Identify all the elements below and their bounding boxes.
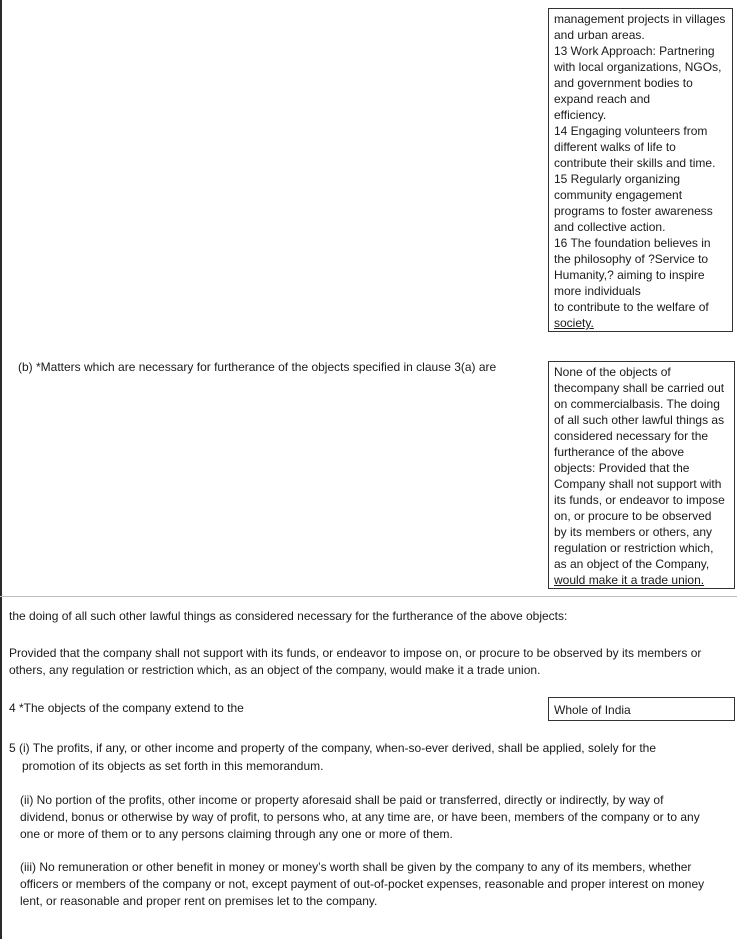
- box-text-line: furtherance of the above: [554, 445, 685, 459]
- clause-5-iii-line-1: (iii) No remuneration or other benefit in money or money’s worth shall be given by the company to any of its members, whether: [20, 860, 692, 874]
- box-text-line: society.: [554, 316, 594, 330]
- box-text-line: and urban areas.: [554, 28, 645, 42]
- box-text-line: on commercialbasis. The doing: [554, 397, 720, 411]
- clause-5-ii-line-3: one or more of them or to any persons claiming through any one or more of them.: [20, 827, 453, 841]
- lawful-things-paragraph: the doing of all such other lawful things as considered necessary for the furtherance of the above objects:: [9, 609, 568, 623]
- box-text-line: expand reach and: [554, 92, 651, 106]
- clause-4-label: 4 *The objects of the company extend to the: [9, 701, 244, 715]
- clause-5-ii-line-1: (ii) No portion of the profits, other income or property aforesaid shall be paid or transferred, directly or indirectly, by way of: [20, 793, 664, 807]
- clause-4-value-box: [548, 697, 735, 721]
- box-text-line: 14 Engaging volunteers from: [554, 124, 708, 138]
- box-text-line: as an object of the Company,: [554, 557, 710, 571]
- clause-5-i-line-2: promotion of its objects as set forth in this memorandum.: [22, 759, 324, 773]
- box-text-line: regulation or restriction which,: [554, 541, 714, 555]
- box-text-line: objects: Provided that the: [554, 461, 690, 475]
- box-text-line: community engagement: [554, 188, 683, 202]
- box-text-line: Humanity,? aiming to inspire: [554, 268, 705, 282]
- clause-4-value: Whole of India: [554, 703, 631, 717]
- box-text-line: 16 The foundation believes in: [554, 236, 711, 250]
- clause-b-label: (b) *Matters which are necessary for furtherance of the objects specified in clause 3(a) are: [18, 360, 497, 374]
- box-text-line: of all such other lawful things as: [554, 413, 725, 427]
- box-text-line: contribute their skills and time.: [554, 156, 716, 170]
- clause-5-iii-line-2: officers or members of the company or not, except payment of out-of-pocket expenses, reasonable and proper interest on money: [20, 877, 705, 891]
- provided-paragraph-line-1: Provided that the company shall not support with its funds, or endeavor to impose on, or procure to be observed by its members or: [9, 646, 702, 660]
- box-text-line: on, or procure to be observed: [554, 509, 712, 523]
- box-text-line: would make it a trade union.: [554, 573, 705, 587]
- box-text-line: management projects in villages: [554, 12, 726, 26]
- box-text-line: and collective action.: [554, 220, 666, 234]
- box-text-line: Company shall not support with: [554, 477, 722, 491]
- left-margin-rule: [0, 0, 2, 939]
- box-text-line: more individuals: [554, 284, 641, 298]
- provided-paragraph-line-2: others, any regulation or restriction which, as an object of the company, would make it a trade union.: [9, 663, 541, 677]
- box-text-line: None of the objects of: [554, 365, 671, 379]
- box-text-line: different walks of life to: [554, 140, 676, 154]
- box-text-line: its funds, or endeavor to impose: [554, 493, 725, 507]
- objects-continuation-box: [548, 8, 733, 332]
- box-text-line: and government bodies to: [554, 76, 693, 90]
- box-text-line: to contribute to the welfare of: [554, 300, 709, 314]
- box-text-line: considered necessary for the: [554, 429, 709, 443]
- box-text-line: with local organizations, NGOs,: [554, 60, 722, 74]
- box-text-line: 13 Work Approach: Partnering: [554, 44, 715, 58]
- box-text-line: by its members or others, any: [554, 525, 713, 539]
- clause-5-ii-line-2: dividend, bonus or otherwise by way of profit, to persons who, at any time are, or have been, members of the company or to any: [20, 810, 700, 824]
- box-text-line: thecompany shall be carried out: [554, 381, 725, 395]
- box-text-line: the philosophy of ?Service to: [554, 252, 709, 266]
- box-text-line: 15 Regularly organizing: [554, 172, 681, 186]
- box-text-line: efficiency.: [554, 108, 607, 122]
- section-divider: [0, 596, 737, 597]
- box-text-line: programs to foster awareness: [554, 204, 713, 218]
- clause-5-i-line-1: 5 (i) The profits, if any, or other income and property of the company, when-so-ever derived, shall be applied, solely for the: [9, 741, 656, 755]
- clause-b-box: [548, 361, 735, 589]
- clause-5-iii-line-3: lent, or reasonable and proper rent on premises let to the company.: [20, 894, 378, 908]
